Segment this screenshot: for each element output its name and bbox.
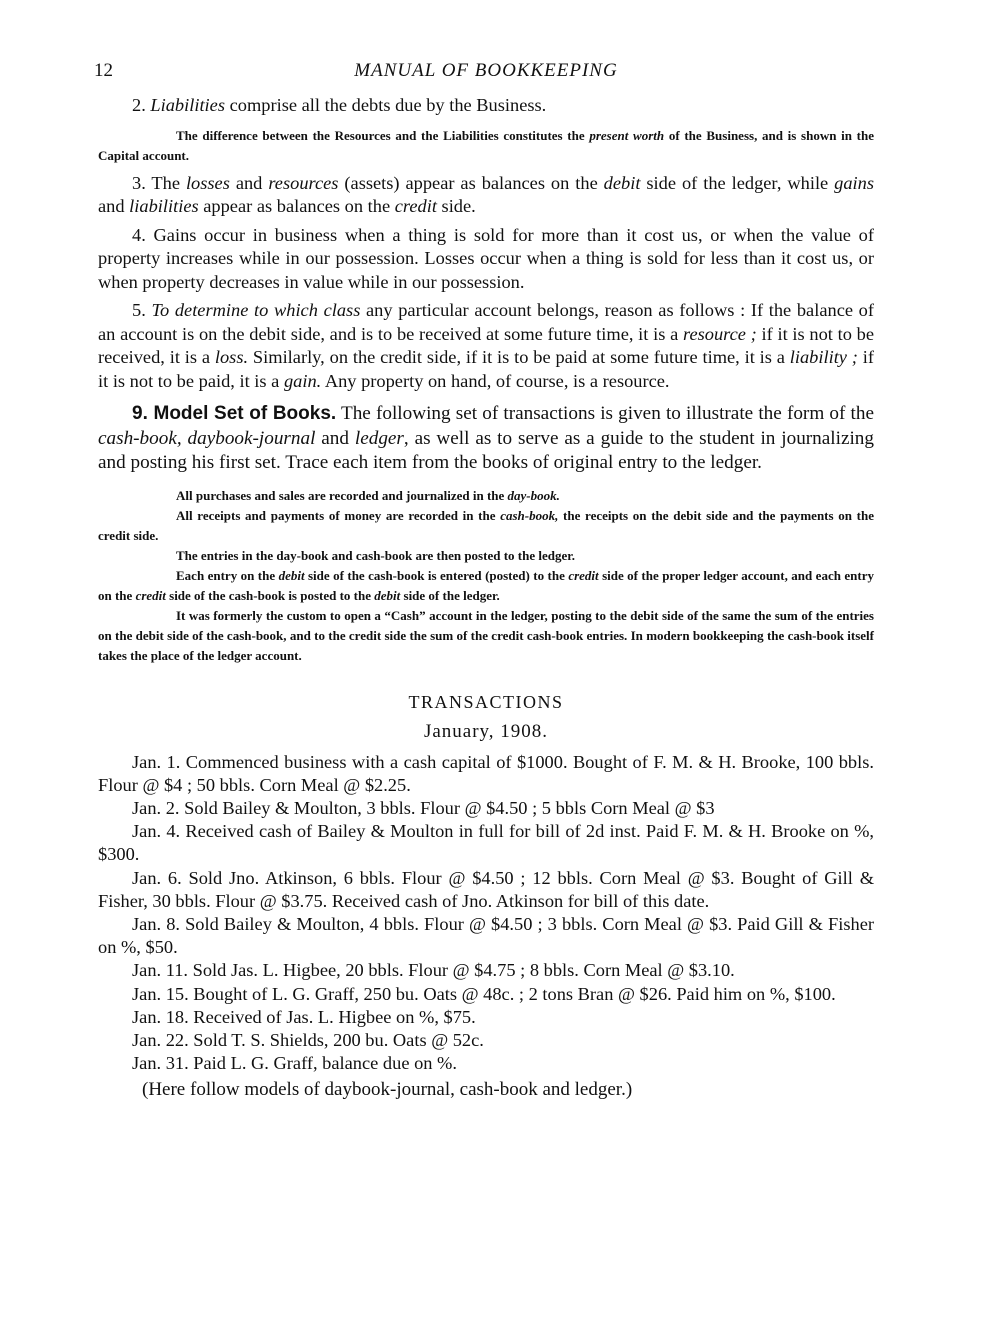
transaction-entry: Jan. 18. Received of Jas. L. Higbee on %, $75.: [132, 1006, 476, 1027]
transaction-entry: Jan. 1. Commenced business with a cash capital of $1000. Bought of F. M. & H. Brooke, 100 bbls. Flour @ $4 ; 50 bbls. Corn Meal @ $2.25.: [98, 751, 874, 795]
note-daybook: All purchases and sales are recorded and journalized in the day-book.: [176, 487, 560, 503]
transaction-entry: Jan. 4. Received cash of Bailey & Moulton in full for bill of 2d inst. Paid F. M. & H. Brooke on %, $300.: [98, 821, 874, 865]
notes-block: [98, 486, 874, 666]
page-number: 12: [94, 60, 113, 81]
note-posting: The entries in the day-book and cash-book are then posted to the ledger.: [176, 547, 576, 563]
transaction-entry: Jan. 22. Sold T. S. Shields, 200 bu. Oats @ 52c.: [132, 1029, 484, 1050]
transaction-entry: Jan. 6. Sold Jno. Atkinson, 6 bbls. Flour @ $4.50 ; 12 bbls. Corn Meal @ $3. Bought of Gill & Fisher, 30 bbls. Flour @ $3.75. Received cash of Jno. Atkinson for bill of this date.: [98, 867, 874, 911]
transactions-list: [98, 751, 874, 1076]
paragraph-4: 4. Gains occur in business when a thing is sold for more than it cost us, or when the value of property increases while in our possession. Losses occur when a thing is sold for less than it cost us, or when property decreases in value while in our possession.: [98, 224, 874, 292]
section-9-paragraph: 9. Model Set of Books. The following set of transactions is given to illustrate the form of the cash-book, daybook-journal and ledger, as well as to serve as a guide to the student in journalizing and posting his first set. Trace each item from the books of original entry to the ledger.: [98, 403, 874, 473]
transaction-entry: Jan. 11. Sold Jas. L. Higbee, 20 bbls. Flour @ $4.75 ; 8 bbls. Corn Meal @ $3.10.: [132, 960, 735, 981]
note-debit-credit: Each entry on the debit side of the cash-book is entered (posted) to the credit side of the proper ledger account, and each entry on the credit side of the cash-book is posted to the debit side of the ledger.: [98, 567, 874, 603]
transactions-title: TRANSACTIONS: [408, 691, 564, 712]
note-cash-account: It was formerly the custom to open a “Cash” account in the ledger, posting to the debit side of the same the sum of the entries on the debit side of the cash-book, and to the credit side the sum of the credit cash-book entries. In modern bookkeeping the cash-book itself takes the place of the ledger account.: [98, 607, 874, 663]
page-header: [94, 56, 874, 86]
transaction-entry: Jan. 31. Paid L. G. Graff, balance due on %.: [132, 1053, 457, 1074]
note-cashbook: All receipts and payments of money are recorded in the cash-book, the receipts on the debit side and the payments on the credit side.: [98, 507, 874, 543]
closing-note: (Here follow models of daybook-journal, cash-book and ledger.): [142, 1079, 633, 1101]
transaction-entry: Jan. 15. Bought of L. G. Graff, 250 bu. Oats @ 48c. ; 2 tons Bran @ $26. Paid him on %, $100.: [132, 983, 836, 1004]
transactions-date: January, 1908.: [423, 720, 549, 742]
paragraph-5: 5. To determine to which class any particular account belongs, reason as follows : If the balance of an account is on the debit side, and is to be received at some future time, it is a resource ; if it is not to be received, it is a loss. Similarly, on the credit side, if it is to be paid at some future time, it is a liability ; if it is not to be paid, it is a gain. Any property on hand, of course, is a resource.: [98, 300, 874, 391]
book-page: [94, 56, 875, 1101]
note-present-worth: The difference between the Resources and the Liabilities constitutes the present worth of the Business, and is shown in the Capital account.: [98, 127, 875, 163]
paragraph-3: 3. The losses and resources (assets) appear as balances on the debit side of the ledger, while gains and liabilities appear as balances on the credit side.: [98, 172, 875, 216]
section-heading: 9. Model Set of Books.: [132, 403, 337, 424]
paragraph-2: 2. Liabilities comprise all the debts due by the Business.: [132, 95, 547, 115]
transaction-entry: Jan. 8. Sold Bailey & Moulton, 4 bbls. Flour @ $4.50 ; 3 bbls. Corn Meal @ $3. Paid Gill & Fisher on %, $50.: [98, 913, 874, 958]
running-head: MANUAL OF BOOKKEEPING: [354, 60, 618, 81]
transaction-entry: Jan. 2. Sold Bailey & Moulton, 3 bbls. Flour @ $4.50 ; 5 bbls Corn Meal @ $3: [132, 797, 715, 818]
